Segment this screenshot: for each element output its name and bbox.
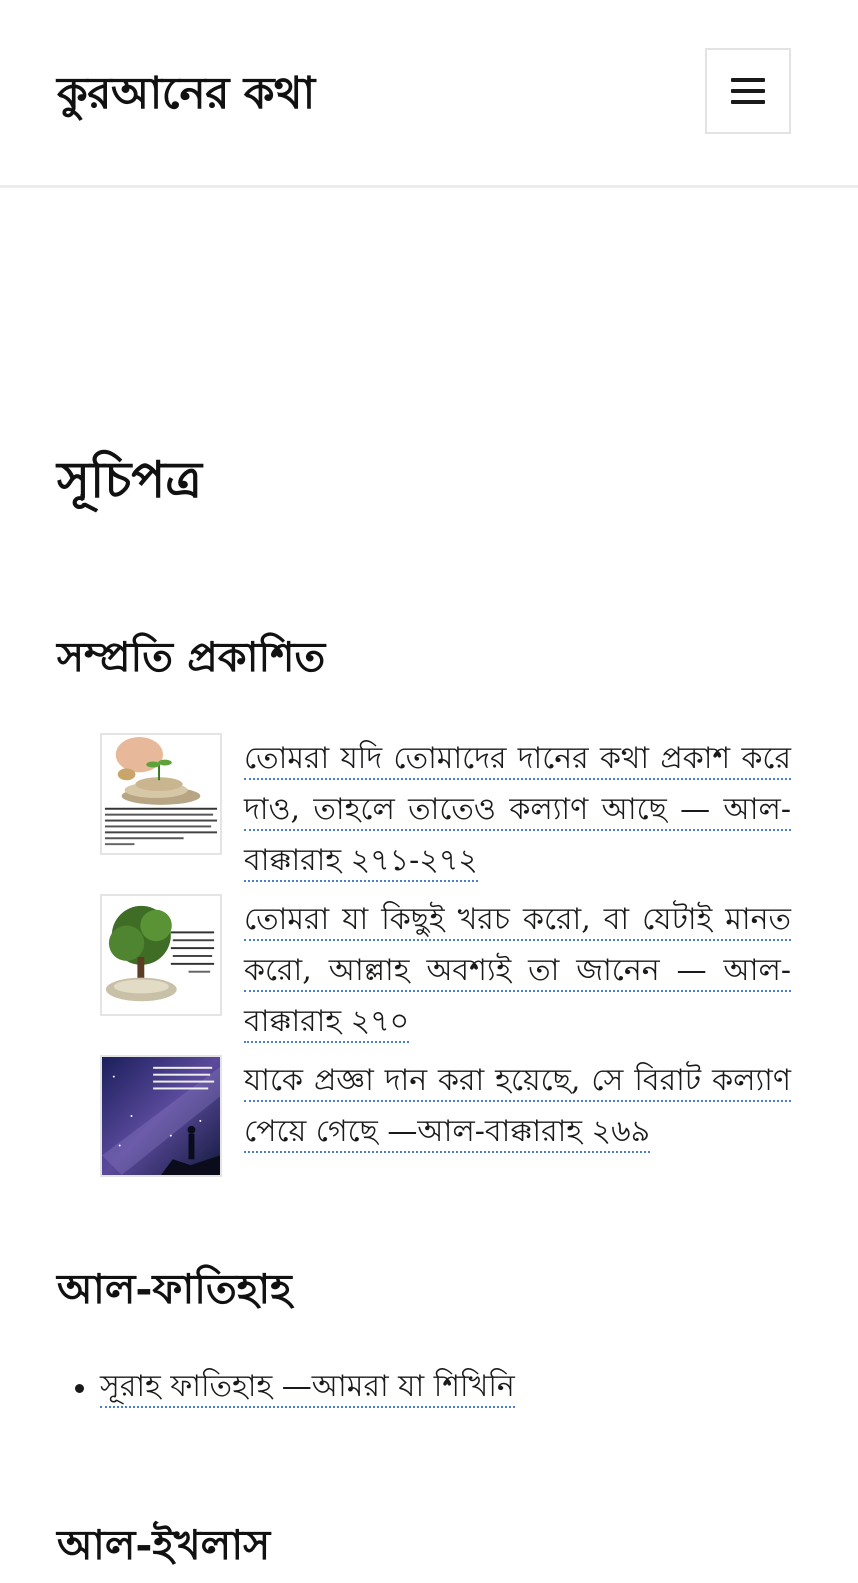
recent-posts-list	[100, 733, 791, 1185]
hamburger-menu-icon	[731, 78, 765, 104]
page-title: সূচিপত্র	[57, 450, 202, 509]
fatiha-heading: আল-ফাতিহাহ	[57, 1265, 292, 1313]
list-item	[100, 733, 791, 886]
recent-post-link[interactable]: তোমরা যা কিছুই খরচ করো, বা যেটাই মানত করো, আল্লাহ অবশ্যই তা জানেন — আল-বাক্কারাহ ২৭০	[244, 894, 791, 1047]
site-title[interactable]: কুরআনের কথা	[57, 68, 315, 119]
fatiha-list	[100, 1360, 515, 1414]
ikhlas-heading: আল-ইখলাস	[57, 1521, 271, 1569]
recent-post-link[interactable]: তোমরা যদি তোমাদের দানের কথা প্রকাশ করে দাও, তাহলে তাতেও কল্যাণ আছে — আল-বাক্কারাহ ২৭১-২৭২	[244, 733, 791, 886]
menu-button[interactable]	[705, 48, 791, 134]
list-item	[100, 1360, 515, 1414]
fatiha-link[interactable]: সূরাহ ফাতিহাহ —আমরা যা শিখিনি	[100, 1369, 515, 1408]
list-item	[100, 1055, 791, 1177]
night-sky-thumbnail[interactable]	[100, 1055, 222, 1177]
recent-posts-heading: সম্প্রতি প্রকাশিত	[57, 633, 326, 681]
list-item	[100, 894, 791, 1047]
site-header	[0, 0, 858, 188]
money-tree-thumbnail[interactable]	[100, 894, 222, 1016]
recent-post-link[interactable]: যাকে প্রজ্ঞা দান করা হয়েছে, সে বিরাট কল্যাণ পেয়ে গেছে —আল-বাক্কারাহ ২৬৯	[244, 1055, 791, 1157]
coins-plant-thumbnail[interactable]	[100, 733, 222, 855]
